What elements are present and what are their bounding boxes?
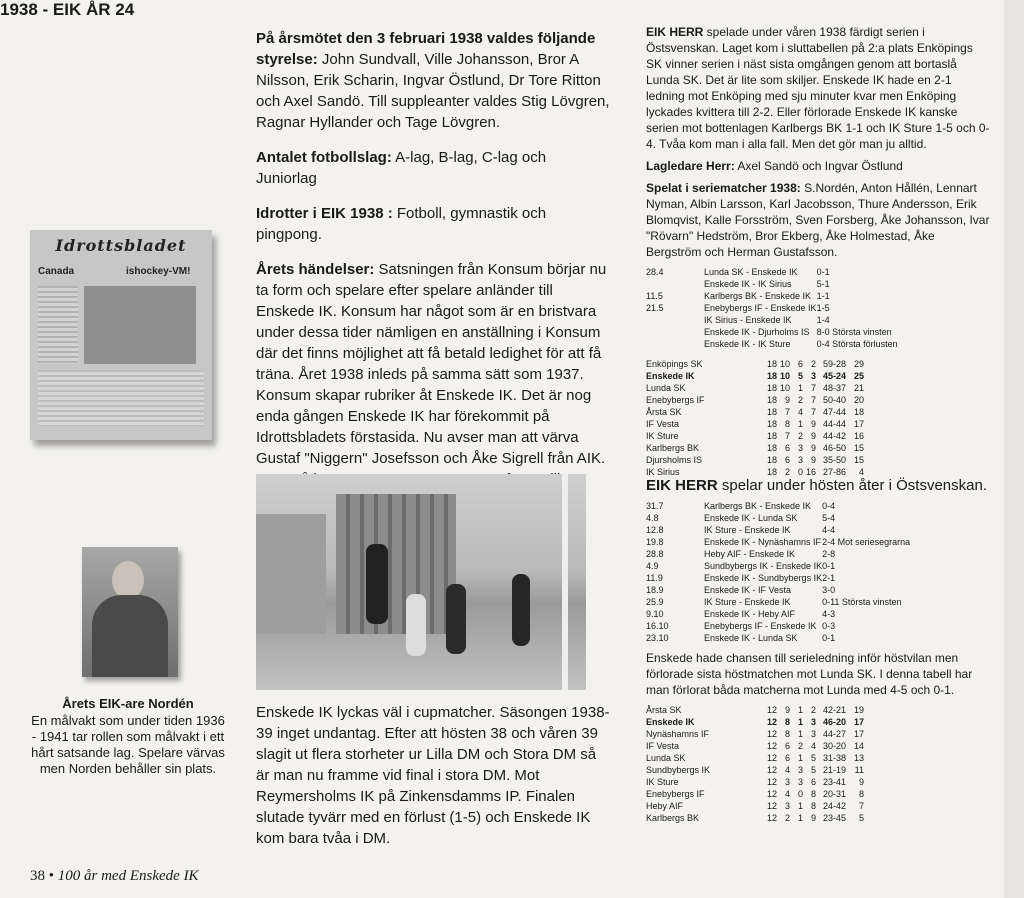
standings-w: 9 — [784, 395, 790, 405]
spring-results-table — [646, 266, 898, 350]
standings-team: Nynäshamns IF — [646, 729, 710, 739]
standings-goals: 27-86 — [822, 467, 846, 477]
players-label: Spelat i seriematcher 1938: — [646, 181, 801, 195]
result-date: 19.8 — [646, 537, 664, 547]
standings-d: 6 — [797, 359, 803, 369]
left-column — [0, 0, 240, 898]
spacer — [646, 350, 992, 358]
standings-w: 7 — [784, 407, 790, 417]
result-date: 23.10 — [646, 633, 669, 643]
standings-pts: 21 — [853, 383, 864, 393]
standings-w: 6 — [784, 741, 790, 751]
result-date — [646, 314, 704, 326]
standings-p: 12 — [766, 705, 777, 715]
standings-d: 5 — [797, 371, 803, 381]
standings-p: 18 — [766, 443, 777, 453]
standings-goals: 46-50 — [822, 443, 846, 453]
standings-row — [646, 740, 864, 752]
result-score: 0-4 — [822, 501, 836, 511]
result-row — [646, 620, 910, 632]
autumn-heading-text: spelar under hösten åter i Östsvenskan. — [717, 477, 987, 494]
standings-p: 12 — [766, 729, 777, 739]
standings-pts: 11 — [854, 765, 864, 775]
result-date: 12.8 — [646, 525, 664, 535]
leaders-line — [646, 158, 992, 174]
standings-pts: 15 — [853, 455, 864, 465]
result-row — [646, 326, 898, 338]
players-text: S.Nordén, Anton Hållén, Lennart Nyman, Albin Larsson, Karl Jacobsson, Thure Andersson, Erik Blomqvist, Kalle Forsström, Sven Forsberg, Åke Johansson, Ivar "Rövarn" Hedström, Bror Ekberg, Åke Holmestad, Åke Bergström och Herman Gustafsson. — [646, 181, 990, 259]
standings-w: 9 — [784, 705, 790, 715]
standings-p: 12 — [766, 741, 777, 751]
standings-l: 9 — [810, 419, 816, 429]
standings-l: 4 — [810, 741, 816, 751]
players-paragraph — [646, 180, 992, 260]
result-row — [646, 560, 910, 572]
standings-l: 9 — [810, 455, 816, 465]
result-date: 11.5 — [646, 291, 663, 301]
portrait-head — [112, 561, 144, 599]
result-match: Karlbergs BK - Enskede IK — [704, 501, 812, 511]
standings-goals: 23-41 — [822, 777, 846, 787]
result-match: Enebybergs IF - Enskede IK — [704, 303, 817, 313]
newspaper-text-strip — [38, 286, 78, 364]
standings-team: Lunda SK — [646, 383, 686, 393]
standings-goals: 44-27 — [822, 729, 846, 739]
standings-pts: 7 — [858, 801, 864, 811]
result-date: 4.8 — [646, 513, 659, 523]
standings-l: 8 — [810, 789, 816, 799]
standings-d: 1 — [797, 705, 803, 715]
result-score: 5-4 — [822, 513, 836, 523]
result-row — [646, 512, 910, 524]
photo-caption-text: En målvakt som under tiden 1936 - 1941 tar rollen som målvakt i ett hårt satsande lag. Spelare värvas men Norden behåller sin plats. — [31, 713, 225, 776]
standings-team: IF Vesta — [646, 419, 680, 429]
standings-goals: 50-40 — [822, 395, 846, 405]
standings-row — [646, 454, 864, 466]
result-score: 4-3 — [822, 609, 836, 619]
standings-l: 7 — [810, 407, 816, 417]
result-score: 3-0 — [822, 585, 836, 595]
standings-row — [646, 382, 864, 394]
autumn-standings-table — [646, 704, 864, 824]
standings-goals: 44-42 — [822, 431, 846, 441]
standings-pts: 4 — [858, 467, 864, 477]
standings-team: Enebybergs IF — [646, 789, 705, 799]
standings-l: 2 — [810, 705, 816, 715]
standings-pts: 8 — [858, 789, 864, 799]
standings-goals: 45-24 — [822, 371, 846, 381]
standings-d: 1 — [797, 801, 803, 811]
autumn-heading-label: EIK HERR — [646, 477, 718, 494]
standings-p: 18 — [766, 395, 777, 405]
result-match: IK Sture - Enskede IK — [704, 525, 791, 535]
standings-row — [646, 728, 864, 740]
standings-l: 2 — [810, 359, 816, 369]
standings-row — [646, 358, 864, 370]
result-row — [646, 338, 898, 350]
result-row — [646, 302, 898, 314]
result-row — [646, 266, 898, 278]
standings-w: 4 — [784, 765, 790, 775]
standings-goals: 47-44 — [822, 407, 846, 417]
middle-column — [256, 28, 611, 525]
standings-d: 4 — [797, 407, 803, 417]
standings-goals: 30-20 — [822, 741, 846, 751]
standings-row — [646, 418, 864, 430]
result-match: IK Sirius - Enskede IK — [704, 315, 792, 325]
result-row — [646, 500, 910, 512]
result-row — [646, 278, 898, 290]
standings-row — [646, 764, 864, 776]
standings-w: 3 — [784, 777, 790, 787]
newspaper-text-lines — [38, 370, 204, 426]
result-match: Enskede IK - IK Sture — [704, 339, 791, 349]
newspaper-masthead: Idrottsbladet — [55, 236, 187, 255]
standings-w: 6 — [784, 753, 790, 763]
standings-l: 9 — [810, 431, 816, 441]
standings-goals: 42-21 — [822, 705, 846, 715]
photo-caption-title: Årets EIK-are Nordén — [62, 696, 194, 711]
standings-pts: 9 — [858, 777, 864, 787]
standings-team: IK Sture — [646, 777, 679, 787]
standings-pts: 5 — [858, 813, 864, 823]
photo-player-white — [406, 594, 426, 656]
result-date: 9.10 — [646, 609, 664, 619]
standings-l: 3 — [810, 371, 816, 381]
newspaper-headline-vm: ishockey-VM! — [126, 266, 191, 277]
book-title: 100 år med Enskede IK — [57, 868, 199, 884]
result-row — [646, 596, 910, 608]
standings-row — [646, 430, 864, 442]
result-row — [646, 536, 910, 548]
leaders-label: Lagledare Herr: — [646, 159, 735, 173]
result-match: Enskede IK - Sundbybergs IK — [704, 573, 823, 583]
newspaper-clipping-image — [30, 230, 212, 440]
match-photo — [256, 474, 586, 690]
result-score: 0-11 Största vinsten — [822, 597, 902, 607]
photo-building-left — [256, 514, 326, 634]
result-row — [646, 608, 910, 620]
teams-label: Antalet fotbollslag: — [256, 149, 392, 166]
standings-p: 12 — [766, 765, 777, 775]
result-match: Enskede IK - IF Vesta — [704, 585, 792, 595]
result-match: Heby AIF - Enskede IK — [704, 549, 796, 559]
standings-pts: 16 — [853, 431, 864, 441]
result-match: Enebybergs IF - Enskede IK — [704, 621, 817, 631]
standings-l: 6 — [810, 777, 816, 787]
standings-l: 9 — [810, 813, 816, 823]
page-footer — [30, 868, 199, 885]
standings-p: 12 — [766, 813, 777, 823]
result-date: 21.5 — [646, 303, 664, 313]
standings-row — [646, 800, 864, 812]
standings-w: 6 — [784, 455, 790, 465]
standings-d: 1 — [797, 383, 803, 393]
standings-p: 18 — [766, 359, 777, 369]
standings-goals: 44-44 — [822, 419, 846, 429]
result-match: Lunda SK - Enskede IK — [704, 267, 798, 277]
result-match: Enskede IK - Lunda SK — [704, 513, 798, 523]
standings-l: 5 — [810, 765, 816, 775]
standings-p: 18 — [766, 371, 777, 381]
result-date: 11.9 — [646, 573, 663, 583]
standings-p: 18 — [766, 431, 777, 441]
events-label: Årets händelser: — [256, 261, 375, 278]
standings-pts: 17 — [853, 717, 864, 727]
result-score: 2-8 — [822, 549, 836, 559]
teams-text: A-lag, B-lag, C-lag och Juniorlag — [256, 149, 547, 187]
standings-team: IK Sture — [646, 431, 679, 441]
standings-p: 18 — [766, 407, 777, 417]
norden-portrait-photo — [82, 547, 178, 677]
standings-goals: 31-38 — [822, 753, 846, 763]
newspaper-photo — [84, 286, 196, 364]
board-label: På årsmötet den 3 februari 1938 valdes följande styrelse: — [256, 30, 596, 68]
portrait-body — [92, 595, 168, 677]
standings-w: 10 — [779, 371, 790, 381]
standings-goals: 23-45 — [822, 813, 846, 823]
standings-l: 3 — [810, 729, 816, 739]
standings-l: 3 — [810, 717, 816, 727]
standings-goals: 20-31 — [822, 789, 846, 799]
leaders-text: Axel Sandö och Ingvar Östlund — [734, 159, 903, 173]
standings-p: 12 — [766, 801, 777, 811]
standings-l: 7 — [810, 383, 816, 393]
standings-l: 9 — [810, 443, 816, 453]
standings-team: Karlbergs BK — [646, 443, 700, 453]
result-match: Enskede IK - Lunda SK — [704, 633, 798, 643]
result-score: 0-4 Största förlusten — [816, 339, 898, 349]
cup-paragraph: Enskede IK lyckas väl i cupmatcher. Säsongen 1938-39 inget undantag. Efter att hösten 38 och våren 39 slagit ut flera storheter ur Lilla DM och Stora DM så är man nu framme vid final i stora DM. Mot Reymersholms IK på Zinkensdamms IP. Finalen slutade tyvärr med en förlust (1-5) och Enskede IK kom bara tvåa i DM. — [256, 704, 610, 847]
result-date — [646, 278, 704, 290]
result-score: 5-1 — [816, 279, 830, 289]
standings-row — [646, 406, 864, 418]
result-score: 1-4 — [816, 315, 830, 325]
standings-p: 12 — [766, 789, 777, 799]
standings-team: IF Vesta — [646, 741, 680, 751]
standings-team: Årsta SK — [646, 705, 682, 715]
standings-d: 0 — [797, 789, 803, 799]
standings-team: Årsta SK — [646, 407, 682, 417]
standings-w: 2 — [784, 813, 790, 823]
standings-pts: 25 — [853, 371, 864, 381]
result-score: 0-3 — [822, 621, 836, 631]
photo-player-right — [512, 574, 530, 646]
spring-intro — [646, 24, 992, 152]
photo-player — [446, 584, 466, 654]
board-paragraph — [256, 28, 611, 133]
result-date: 31.7 — [646, 501, 664, 511]
standings-goals: 46-20 — [822, 717, 846, 727]
result-score: 4-4 — [822, 525, 836, 535]
photo-building — [336, 494, 456, 634]
autumn-summary: Enskede hade chansen till serieledning inför höstvilan men förlorade sista höstmatchen mot Lunda SK. I denna tabell har man förlorat båda matcherna mot Lunda med 4-5 och 0-1. — [646, 651, 973, 697]
sports-text: Fotboll, gymnastik och pingpong. — [256, 205, 547, 243]
standings-p: 18 — [766, 383, 777, 393]
standings-pts: 13 — [853, 753, 864, 763]
standings-p: 18 — [766, 419, 777, 429]
standings-l: 7 — [810, 395, 816, 405]
page-number: 38 • — [30, 868, 55, 884]
standings-p: 12 — [766, 753, 777, 763]
result-row — [646, 572, 910, 584]
standings-row — [646, 788, 864, 800]
result-date: 28.8 — [646, 549, 664, 559]
standings-w: 2 — [784, 467, 790, 477]
standings-team: Enebybergs IF — [646, 395, 705, 405]
result-score: 1-1 — [816, 291, 830, 301]
standings-goals: 35-50 — [822, 455, 846, 465]
result-date: 18.9 — [646, 585, 664, 595]
result-date — [646, 326, 704, 338]
standings-team: Lunda SK — [646, 753, 686, 763]
result-match: Enskede IK - Djurholms IS — [704, 327, 810, 337]
sports-paragraph — [256, 203, 611, 245]
result-date: 28.4 — [646, 267, 664, 277]
result-date: 4.9 — [646, 561, 659, 571]
standings-w: 8 — [784, 729, 790, 739]
result-score: 0-1 — [822, 561, 836, 571]
standings-team: Enskede IK — [646, 717, 695, 727]
result-row — [646, 632, 910, 644]
standings-d: 1 — [797, 729, 803, 739]
autumn-heading — [646, 478, 992, 494]
standings-row — [646, 704, 864, 716]
standings-p: 12 — [766, 777, 777, 787]
standings-goals: 48-37 — [822, 383, 846, 393]
standings-p: 18 — [766, 467, 777, 477]
standings-goals: 24-42 — [822, 801, 846, 811]
newspaper-headline-canada: Canada — [38, 266, 75, 277]
standings-d: 3 — [797, 777, 803, 787]
standings-team: IK Sirius — [646, 467, 680, 477]
adjacent-page-edge — [1004, 0, 1024, 898]
result-match: Enskede IK - Heby AIF — [704, 609, 796, 619]
standings-w: 3 — [784, 801, 790, 811]
result-match: IK Sture - Enskede IK — [704, 597, 791, 607]
events-text: Satsningen från Konsum börjar nu ta form och spelare efter spelare anländer till Enskede IK. Konsum har något som är en bristvara under dessa tider nämligen en anställning i Konsum där det finns möjlighet att få betald ledighet för att få träna. Året 1938 inleds på samma sätt som 1937. Konsum skapar rubriker åt Enskede IK. Det är nog enda gången Enskede IK har förekommit på Idrottsbladets förstasida. Nu avser man att värva Gustaf "Niggern" Josefsson och Åke Sigrell från AIK. — [256, 261, 607, 467]
standings-w: 8 — [784, 717, 790, 727]
standings-w: 10 — [779, 359, 790, 369]
standings-row — [646, 442, 864, 454]
spring-intro-label: EIK HERR — [646, 25, 704, 39]
right-column — [646, 24, 992, 824]
standings-pts: 29 — [853, 359, 864, 369]
standings-d: 1 — [797, 753, 803, 763]
result-row — [646, 524, 910, 536]
standings-d: 3 — [797, 455, 803, 465]
standings-goals: 59-28 — [822, 359, 846, 369]
standings-d: 2 — [797, 395, 803, 405]
standings-team: Enköpings SK — [646, 359, 703, 369]
standings-d: 3 — [797, 765, 803, 775]
result-match: Enskede IK - IK Sirius — [704, 279, 792, 289]
result-score: 2-4 Mot seriesegrarna — [822, 537, 911, 547]
sports-label: Idrotter i EIK 1938 : — [256, 205, 393, 222]
standings-d: 2 — [797, 431, 803, 441]
standings-l: 16 — [805, 467, 816, 477]
standings-d: 0 — [797, 467, 803, 477]
standings-l: 5 — [810, 753, 816, 763]
photo-goal-post — [562, 474, 568, 690]
result-date: 25.9 — [646, 597, 664, 607]
result-match: Sundbybergs IK - Enskede IK — [704, 561, 823, 571]
result-row — [646, 290, 898, 302]
standings-pts: 17 — [853, 419, 864, 429]
teams-paragraph — [256, 147, 611, 189]
standings-d: 3 — [797, 443, 803, 453]
standings-pts: 17 — [853, 729, 864, 739]
standings-row — [646, 812, 864, 824]
standings-pts: 19 — [853, 705, 864, 715]
result-date — [646, 338, 704, 350]
standings-d: 1 — [797, 717, 803, 727]
result-score: 1-5 — [816, 303, 830, 313]
standings-pts: 14 — [853, 741, 864, 751]
result-score: 2-1 — [822, 573, 836, 583]
standings-pts: 15 — [853, 443, 864, 453]
standings-p: 18 — [766, 455, 777, 465]
result-score: 0-1 — [816, 267, 830, 277]
standings-w: 6 — [784, 443, 790, 453]
result-score: 0-1 — [822, 633, 836, 643]
result-row — [646, 314, 898, 326]
standings-team: Djursholms IS — [646, 455, 703, 465]
standings-w: 8 — [784, 419, 790, 429]
result-match: Karlbergs BK - Enskede IK — [704, 291, 812, 301]
standings-w: 4 — [784, 789, 790, 799]
standings-team: Heby AIF — [646, 801, 684, 811]
standings-row — [646, 394, 864, 406]
result-row — [646, 584, 910, 596]
standings-d: 1 — [797, 419, 803, 429]
spring-standings-table — [646, 358, 864, 478]
spring-intro-text: spelade under våren 1938 färdigt serien i Östsvenskan. Laget kom i sluttabellen på 2:a plats Enköpings SK vinner serien i näst sista omgången genom att bortaslå Lunda SK. Det är lite som skiljer. Enskede IK hade en 2-1 ledning mot Enköping med sju minuter kvar men Enköping lyckades kvittera till 2-2. Eller förlorade Enskede IK kanske serien mot bottenlagen Karlbergs BK 1-1 och IK Sture 1-5 och 0-4. Tvåa kom man i alla fall. Men det gör man ju alltid. — [646, 25, 990, 151]
standings-goals: 21-19 — [822, 765, 846, 775]
standings-pts: 18 — [853, 407, 864, 417]
result-score: 8-0 Största vinsten — [816, 327, 892, 337]
result-match: Enskede IK - Nynäshamns IF — [704, 537, 822, 547]
standings-p: 12 — [766, 717, 777, 727]
standings-row — [646, 716, 864, 728]
standings-d: 2 — [797, 741, 803, 751]
page-heading: 1938 - EIK ÅR 24 — [0, 0, 135, 19]
standings-l: 8 — [810, 801, 816, 811]
standings-d: 1 — [797, 813, 803, 823]
standings-pts: 20 — [853, 395, 864, 405]
photo-goalkeeper — [366, 544, 388, 624]
standings-row — [646, 752, 864, 764]
board-text: John Sundvall, Ville Johansson, Bror A Nilsson, Erik Scharin, Ingvar Östlund, Dr Tore Ritton och Axel Sandö. Till suppleanter valdes Stig Lövgren, Ragnar Hyllander och Tage Lövgren. — [256, 51, 610, 131]
standings-w: 10 — [779, 383, 790, 393]
standings-team: Karlbergs BK — [646, 813, 700, 823]
standings-row — [646, 370, 864, 382]
standings-w: 7 — [784, 431, 790, 441]
standings-row — [646, 776, 864, 788]
standings-team: Enskede IK — [646, 371, 695, 381]
autumn-results-table — [646, 500, 910, 644]
standings-team: Sundbybergs IK — [646, 765, 711, 775]
result-row — [646, 548, 910, 560]
result-date: 16.10 — [646, 621, 669, 631]
